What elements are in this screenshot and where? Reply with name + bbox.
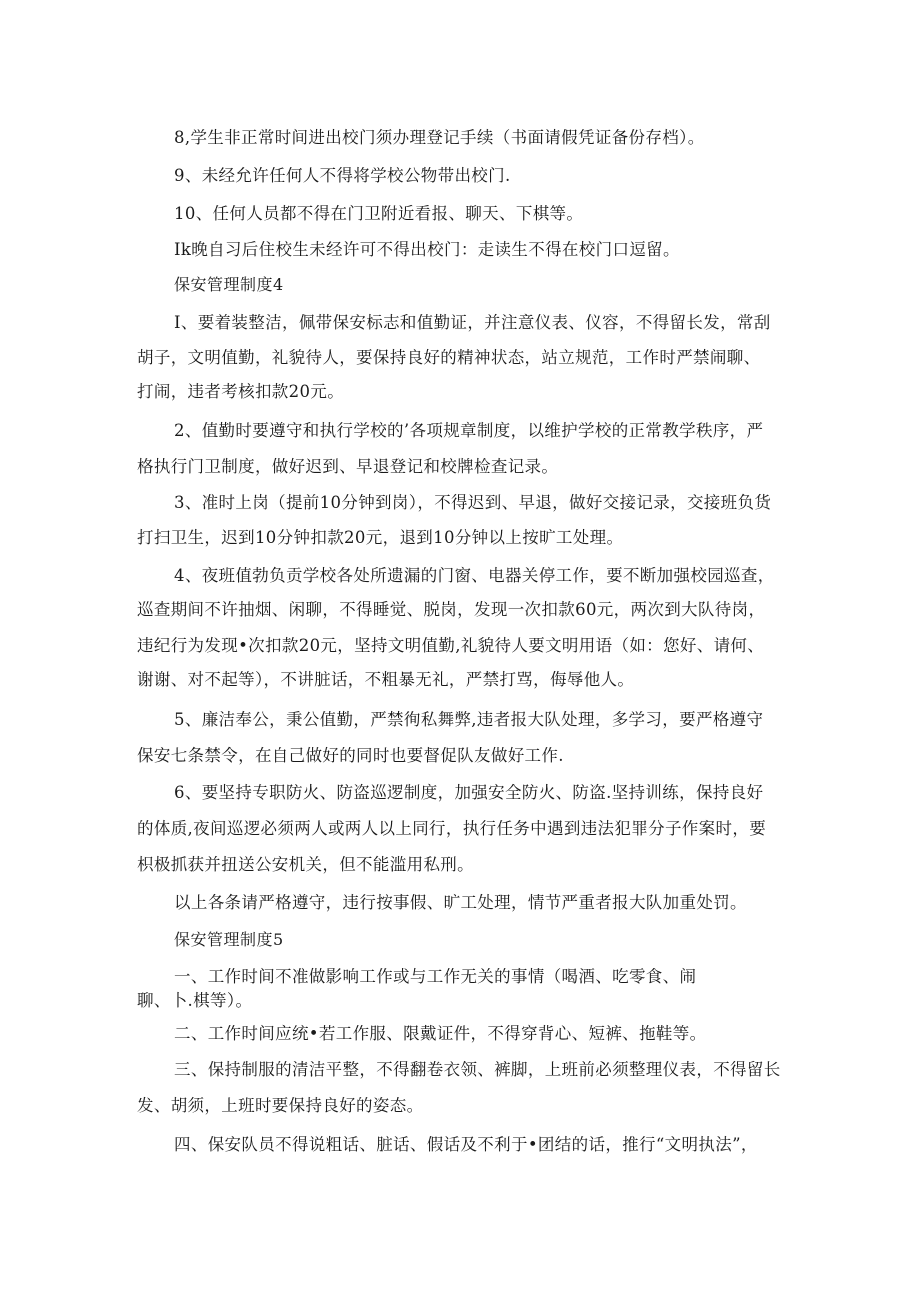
rule-5-line-2: 保安七条禁令，在自己做好的同时也要督促队友做好工作. [137, 746, 564, 765]
rule-3-line-1: 3、准时上岗（提前10分钟到岗），不得迟到、早退，做好交接记录，交接班负货 [174, 493, 772, 512]
item-three-line-2: 发、胡须，上班时要保持良好的姿态。 [137, 1096, 424, 1115]
rule-6-line-2: 的体质,夜间巡逻必须两人或两人以上同行，执行任务中遇到违法犯罪分子作案时，要 [137, 819, 767, 838]
section-heading-4: 保安管理制度4 [174, 275, 284, 294]
rule-2-line-2: 格执行门卫制度，做好迟到、早退登记和校牌检查记录。 [137, 457, 559, 476]
paragraph-10-line: 10、任何人员都不得在门卫附近看报、聊天、下棋等。 [174, 204, 584, 223]
item-three-line-1: 三、保持制服的清洁平整，不得翻卷衣领、裤脚，上班前必须整理仪表，不得留长 [174, 1060, 781, 1079]
rule-4-line-2: 巡查期间不许抽烟、闲聊，不得睡觉、脱岗，发现一次扣款60元，两次到大队待岗， [137, 600, 766, 619]
rule-1-line-1: I、要着装整洁，佩带保安标志和值勤证，并注意仪表、仪容，不得留长发，常刮 [174, 313, 771, 332]
item-one-line-1: 一、工作时间不准做影响工作或与工作无关的事情（喝酒、吃零食、闹 [174, 967, 697, 986]
rule-1-line-2: 胡子，文明值勤，礼貌待人，要保持良好的精神状态，站立规范，工作时严禁闹聊、 [137, 348, 761, 367]
section-heading-5: 保安管理制度5 [174, 930, 284, 949]
rule-6-line-3: 枳极抓获并扭送公安机关，但不能滥用私刑。 [137, 855, 474, 874]
item-four-line-1: 四、保安队员不得说粗话、脏话、假话及不利于•团结的话，推行“文明执法”， [174, 1135, 758, 1154]
rule-6-line-1: 6、要坚持专职防火、防盗巡逻制度，加强安全防火、防盗.坚持训练，保持良好 [174, 783, 764, 802]
item-two-line: 二、工作时间应统•若工作服、限戴证件，不得穿背心、短裤、拖鞋等。 [174, 1024, 707, 1043]
rule-4-line-4: 谢谢、对不起等），不讲脏话，不粗暴无礼，严禁打骂，侮辱他人。 [137, 670, 635, 689]
rule-4-line-1: 4、夜班值勃负贡学校各处所遗漏的门窗、电器关停工作，要不断加强校园巡查， [174, 566, 775, 585]
paragraph-8-line: 8,学生非正常时间进出校门须办理登记手续（书面请假凭证备份存档）。 [174, 128, 705, 147]
paragraph-11-line: Ik晚自习后住校生未经许可不得出校门：走读生不得在校门口逗留。 [174, 240, 680, 259]
item-one-line-2: 聊、卜.棋等）。 [137, 991, 253, 1010]
rule-4-line-3: 违纪行为发现•次扣款20元，坚持文明值勤,礼貌待人要文明用语（如：您好、请何、 [137, 636, 765, 655]
rule-3-line-2: 打扫卫生，迟到10分钟扣款20元，退到10分钟以上按旷工处理。 [137, 528, 624, 547]
rule-5-line-1: 5、廉洁奉公，秉公值勤，严禁徇私舞弊,违者报大队处理，多学习，要严格遵守 [174, 710, 764, 729]
paragraph-9-line: 9、未经允许任何人不得将学校公物带出校门. [174, 166, 511, 185]
rule-1-line-3: 打闹，违者考核扣款20元。 [137, 382, 345, 401]
closing-note-line: 以上各条请严格遵守，违行按事假、旷工处理，情节严重者报大队加重处罚。 [174, 893, 747, 912]
rule-2-line-1: 2、值勤时要遵守和执行学校的’各项规章制度，以维护学校的正常教学秩序，严 [174, 421, 764, 440]
